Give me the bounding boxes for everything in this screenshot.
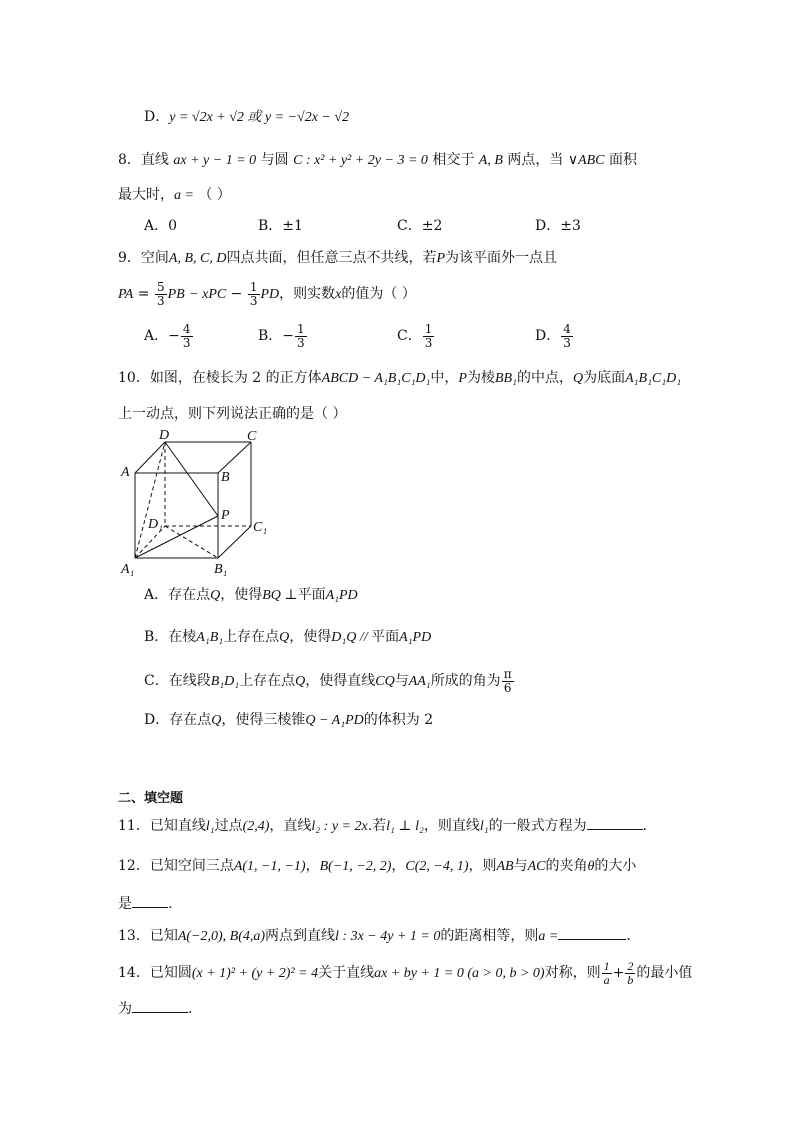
q8-text: 最大时， — [118, 187, 174, 203]
vector-pb: PB — [167, 287, 185, 302]
q8-stem-line2 — [118, 185, 231, 206]
q13-math: l : 3x − 4y + 1 = 0 — [335, 929, 441, 944]
q9-variable: x — [335, 287, 342, 302]
q10-option-c — [144, 666, 515, 697]
sign: − — [168, 328, 180, 344]
q8-option-a — [144, 216, 177, 236]
q8-stem-line1 — [118, 150, 637, 171]
question-number: 14． — [118, 965, 150, 981]
denominator: b — [627, 972, 634, 987]
q12-text: 已知空间三点 — [149, 858, 234, 874]
option-text: ，使得三棱锥 — [221, 712, 306, 728]
option-label: C． — [397, 218, 422, 234]
denominator: 3 — [563, 335, 571, 350]
plus-sign: + — [612, 965, 625, 981]
q13-text: 两点到直线 — [265, 928, 336, 944]
section-title: 二、填空题 — [118, 791, 184, 806]
q10-point-p: P — [458, 371, 467, 386]
q13-math: a = — [538, 929, 559, 944]
q9-option-d — [535, 320, 574, 352]
option-math: D₁Q // — [331, 630, 372, 645]
option-text: ，使得 — [220, 587, 263, 603]
q10-stem-line2 — [118, 404, 346, 424]
q12-text: 是 — [118, 896, 132, 912]
option-math: Q — [211, 713, 222, 728]
q8-text: 面积 — [608, 152, 637, 168]
option-text: 的体积为 2 — [363, 712, 434, 728]
fraction — [561, 323, 573, 350]
fraction — [602, 960, 612, 987]
q12-math: A(1, −1, −1) — [233, 859, 306, 874]
denominator: 3 — [424, 335, 433, 350]
q8-variable: a = — [174, 188, 194, 203]
q11-math: l₁ — [205, 819, 215, 834]
fraction — [625, 960, 635, 987]
label-p: P — [221, 508, 230, 523]
numerator: 1 — [249, 279, 258, 294]
option-math: BQ ⊥ — [262, 588, 298, 603]
label-b: B — [221, 470, 230, 485]
q12-math: AC — [527, 859, 546, 874]
denominator: 3 — [156, 293, 165, 308]
q8-text: 相交于 — [432, 152, 475, 168]
option-text: ，使得 — [289, 629, 332, 645]
q10-text: 中， — [430, 370, 459, 386]
q8-triangle: ∨ABC — [567, 153, 605, 168]
q8-points: A, B — [478, 153, 503, 168]
option-label: A． — [144, 587, 169, 603]
q8-text: 与圆 — [260, 152, 289, 168]
answer-blank — [558, 925, 626, 940]
q12-math: AB — [496, 859, 514, 874]
q10-base: A₁B₁C₁D₁ — [625, 371, 682, 386]
q13-text: 的距离相等，则 — [440, 928, 539, 944]
q13-text: 已知 — [149, 928, 178, 944]
q11-text: 过点 — [214, 818, 243, 834]
q7-option-d — [144, 107, 349, 128]
q10-text: 如图，在棱长为 2 的正方体 — [149, 370, 322, 386]
q10-option-b — [144, 627, 431, 648]
q11-math: l₁ ⊥ l₂ — [386, 819, 424, 834]
fraction — [423, 323, 435, 350]
option-text: ±1 — [282, 218, 303, 234]
q8-circle-equation: C : x² + y² + 2y − 3 = 0 — [293, 153, 428, 168]
q9-text: 为该平面外一点且 — [445, 250, 558, 266]
option-label: D． — [535, 328, 561, 344]
option-math: CQ — [375, 674, 395, 689]
q10-option-a — [144, 585, 358, 606]
fraction — [248, 281, 260, 308]
vector-pa: PA — [118, 287, 134, 302]
option-text: 存在点 — [169, 712, 212, 728]
segment — [165, 442, 218, 516]
q10-text: 为棱 — [466, 370, 495, 386]
label-b1: B₁ — [214, 562, 228, 577]
q13-text: . — [626, 928, 631, 944]
numerator: 1 — [603, 958, 610, 973]
cube-figure — [115, 428, 275, 578]
question-number: 12． — [118, 858, 150, 874]
fraction — [181, 323, 193, 350]
option-label: D． — [535, 218, 561, 234]
option-label: B． — [144, 629, 169, 645]
q9-option-a — [144, 320, 194, 352]
q10-option-d — [144, 710, 433, 731]
q9-option-c — [397, 320, 435, 352]
q9-text: 空间 — [140, 250, 169, 266]
option-text: ±3 — [560, 218, 581, 234]
q8-text: 直线 — [140, 152, 169, 168]
option-text: 在线段 — [168, 673, 211, 689]
option-math: A₁PD — [325, 588, 358, 603]
option-text: 上存在点 — [239, 673, 296, 689]
q14-text: 关于直线 — [318, 965, 375, 981]
q12-text: 与 — [513, 858, 528, 874]
option-text: 平面 — [371, 629, 400, 645]
q14-math: ax + by + 1 = 0 (a > 0, b > 0) — [374, 966, 545, 981]
q12-stem-line1 — [118, 856, 636, 877]
option-text: 存在点 — [168, 587, 211, 603]
q9-option-b — [258, 320, 308, 352]
option-text: 所成的角为 — [430, 673, 501, 689]
q11-text: . — [642, 818, 648, 834]
numerator: 2 — [627, 958, 634, 973]
q14-text: 为 — [118, 1001, 132, 1017]
q10-point-q: Q — [572, 371, 584, 386]
option-math: AA₁ — [408, 674, 431, 689]
numerator: 4 — [182, 321, 191, 336]
q8-text: 两点，当 — [507, 152, 564, 168]
sign: − — [282, 328, 295, 344]
question-number: 13． — [118, 928, 150, 944]
q12-text: ， — [305, 858, 320, 874]
denominator: 3 — [182, 335, 191, 350]
q10-edge: BB₁ — [494, 371, 517, 386]
edge — [135, 442, 165, 473]
q11-text: ，则直线 — [423, 818, 480, 834]
term-x: − x — [189, 287, 209, 302]
q11-text: .若 — [367, 818, 387, 834]
answer-blank — [132, 893, 168, 908]
fraction — [295, 323, 307, 350]
label-a: A — [121, 465, 130, 480]
numerator: π — [503, 666, 512, 681]
option-label: B． — [258, 328, 283, 344]
q11-text: 的一般式方程为 — [488, 818, 587, 834]
hidden-diagonal — [135, 442, 165, 558]
q11-stem — [118, 815, 647, 837]
label-d: D — [159, 428, 170, 443]
option-text: ，使得直线 — [305, 673, 376, 689]
q12-text: . — [168, 896, 173, 912]
q8-line-equation: ax + y − 1 = 0 — [173, 153, 257, 168]
q9-stem-line1 — [118, 248, 557, 269]
q11-text: 已知直线 — [149, 818, 206, 834]
q14-text: . — [188, 1001, 193, 1017]
q9-points: A, B, C, D — [168, 251, 227, 266]
q14-text: 的最小值 — [636, 965, 693, 981]
q10-text: 为底面 — [583, 370, 626, 386]
q10-stem-line1 — [118, 368, 681, 389]
label-a1: A₁ — [121, 562, 135, 577]
option-label: A． — [144, 218, 169, 234]
option-label: D． — [144, 109, 170, 125]
fraction — [502, 668, 514, 695]
q9-text: ，则实数 — [279, 286, 336, 302]
q11-math: l₂ : y = 2x — [311, 819, 368, 834]
q14-stem-line1 — [118, 958, 692, 989]
q8-option-d — [535, 216, 581, 236]
option-text: 上存在点 — [223, 629, 280, 645]
option-text: 0 — [168, 218, 178, 234]
option-text: y = √2x + √2 或 y = −√2x − √2 — [169, 110, 350, 125]
option-math: Q — [279, 630, 290, 645]
option-label: C． — [397, 328, 422, 344]
q12-math: C(2, −4, 1) — [405, 859, 469, 874]
q9-point-p: P — [436, 251, 446, 266]
q14-stem-line2 — [118, 998, 192, 1019]
option-label: A． — [144, 328, 169, 344]
fraction — [155, 281, 167, 308]
option-label: D． — [144, 712, 170, 728]
numerator: 1 — [424, 321, 433, 336]
answer-blank — [132, 998, 188, 1013]
numerator: 4 — [563, 321, 571, 336]
q8-option-b — [258, 216, 303, 236]
edge — [218, 526, 251, 558]
q14-text: 对称，则 — [544, 965, 601, 981]
q11-math: l₁ — [479, 819, 489, 834]
question-number: 9． — [118, 250, 141, 266]
q9-vector-equation — [118, 280, 416, 309]
q14-math: (x + 1)² + (y + 2)² = 4 — [191, 966, 319, 981]
question-number: 11． — [118, 818, 150, 834]
q11-text: ，直线 — [269, 818, 312, 834]
q10-text: 的中点， — [516, 370, 573, 386]
denominator: a — [603, 972, 610, 987]
q13-math: A(−2,0), B(4,a) — [177, 929, 266, 944]
option-label: C． — [144, 673, 169, 689]
q10-text: 上一动点，则下列说法正确的是（ ） — [118, 406, 347, 422]
q14-text: 已知圆 — [149, 965, 192, 981]
q13-stem — [118, 925, 631, 947]
numerator: 5 — [156, 279, 165, 294]
q8-paren: （ ） — [198, 187, 231, 203]
q9-text: 的值为（ ） — [341, 286, 416, 302]
q9-text: 四点共面，但任意三点不共线，若 — [226, 250, 437, 266]
label-c: C — [247, 429, 257, 444]
minus-sign: − — [230, 286, 243, 302]
q12-math: B(−1, −2, 2) — [319, 859, 392, 874]
option-math: Q — [295, 674, 306, 689]
vector-pd: PD — [260, 287, 280, 302]
option-text: ±2 — [421, 218, 443, 234]
option-text: 平面 — [297, 587, 326, 603]
q11-math: (2,4) — [242, 819, 270, 834]
option-math: Q — [210, 588, 221, 603]
q12-stem-line2 — [118, 893, 172, 914]
denominator: 3 — [297, 335, 305, 350]
q12-text: ， — [391, 858, 406, 874]
option-text: 在棱 — [168, 629, 197, 645]
answer-blank — [587, 815, 643, 830]
option-math: A₁B₁ — [196, 630, 224, 645]
hidden-diagonal — [165, 526, 218, 558]
option-math: Q − A₁PD — [305, 713, 364, 728]
q12-text: 的夹角 — [545, 858, 588, 874]
q8-option-c — [397, 216, 442, 236]
option-text: 与 — [394, 673, 409, 689]
edge — [218, 442, 251, 473]
option-math: A₁PD — [399, 630, 432, 645]
denominator: 3 — [249, 293, 258, 308]
question-number: 10． — [118, 370, 150, 386]
q10-cube-name: ABCD − A₁B₁C₁D₁ — [321, 371, 431, 386]
equals-sign: = — [137, 286, 150, 302]
question-number: 8． — [118, 152, 141, 168]
q12-math: θ — [587, 859, 595, 874]
option-label: B． — [258, 218, 283, 234]
vector-pc: PC — [208, 287, 227, 302]
q12-text: 的大小 — [594, 858, 637, 874]
denominator: 6 — [503, 680, 512, 695]
q12-text: ，则 — [468, 858, 497, 874]
option-math: B₁D₁ — [210, 674, 240, 689]
label-d1: D₁ — [148, 517, 163, 532]
numerator: 1 — [297, 321, 305, 336]
label-c1: C₁ — [253, 520, 268, 535]
